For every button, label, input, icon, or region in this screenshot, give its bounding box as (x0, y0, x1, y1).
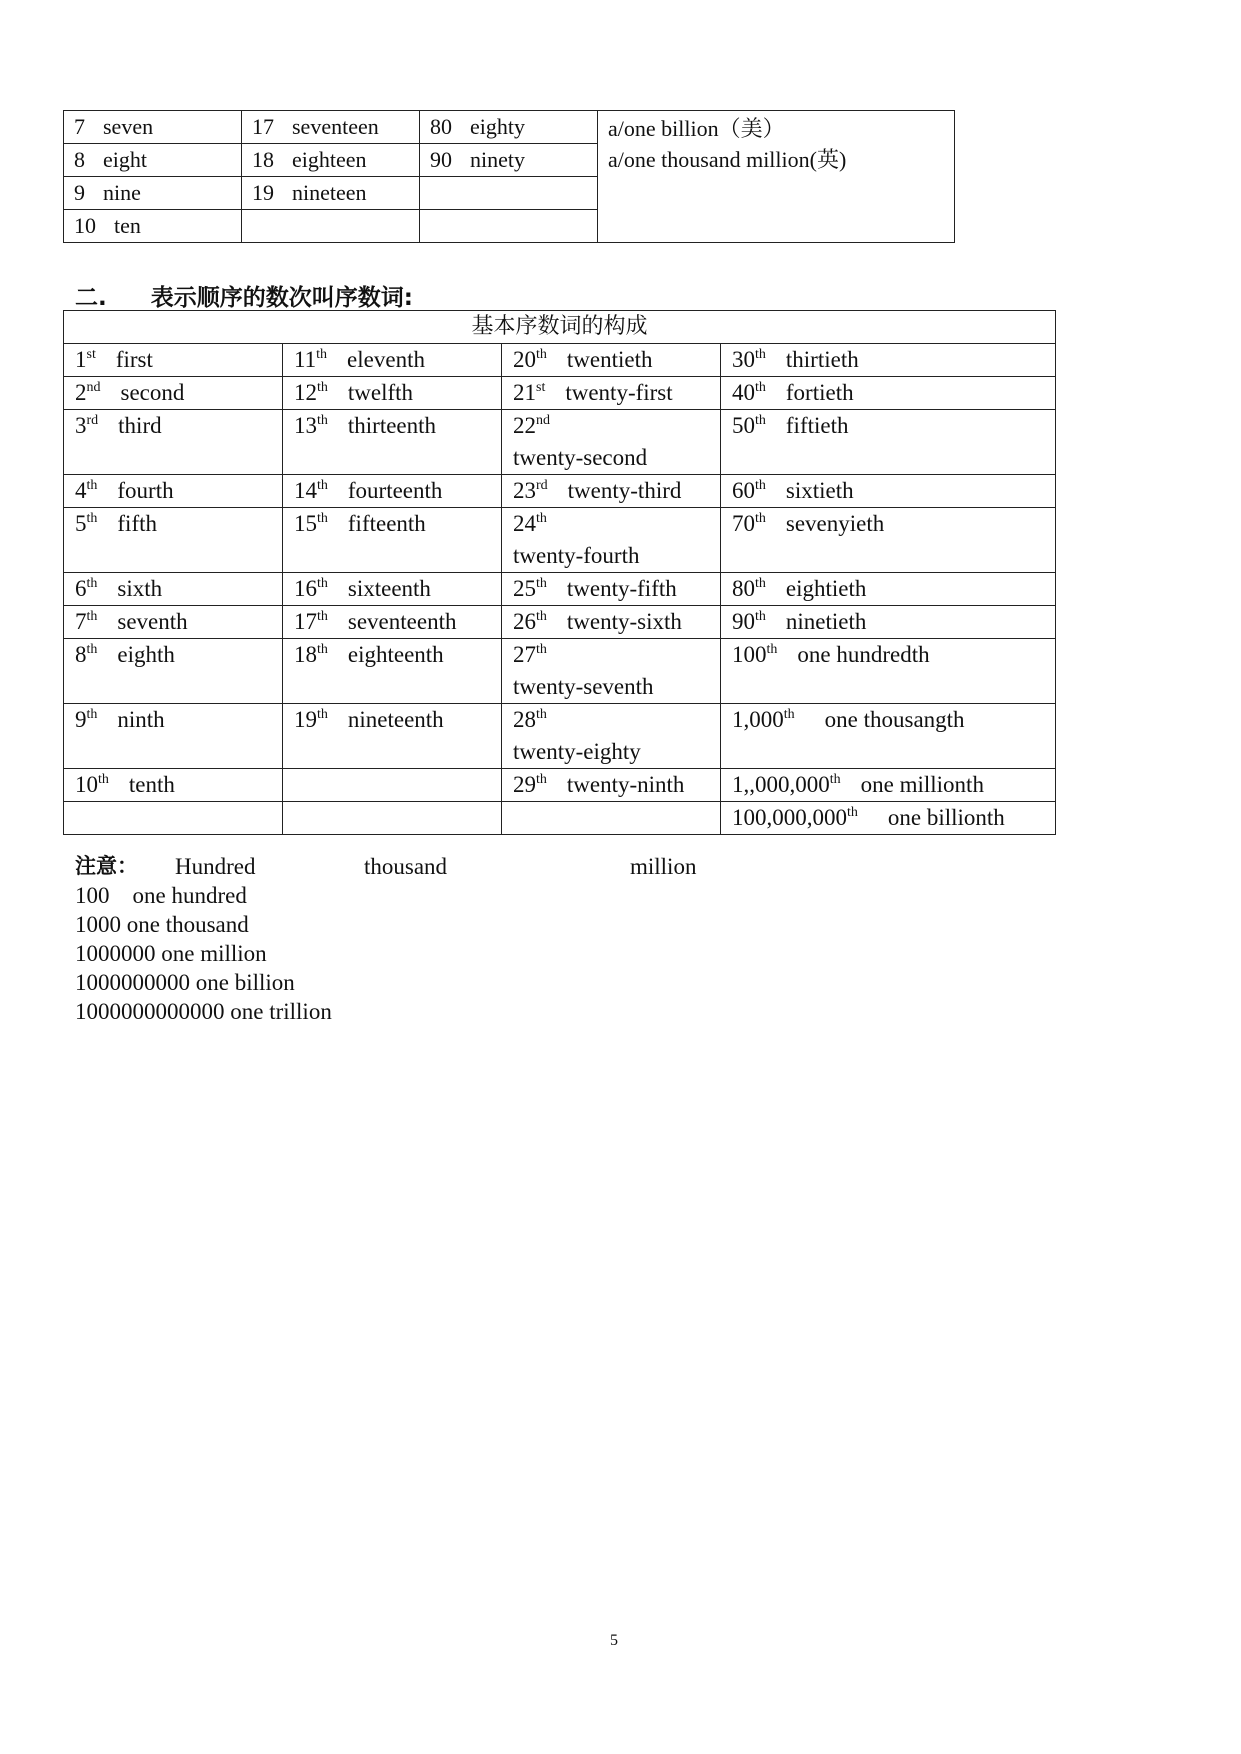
ordinal-number: 27 (513, 642, 536, 667)
ordinal-number: 7 (75, 609, 87, 634)
section-title: 表示顺序的数次叫序数词: (150, 285, 413, 311)
table-cell (64, 606, 283, 639)
ordinal-suffix: nd (86, 380, 101, 395)
table-cell (283, 475, 502, 508)
ordinal-suffix: th (536, 772, 547, 787)
ordinal-number: 4 (75, 478, 87, 503)
cardinal-word: eight (103, 147, 147, 172)
table-cell (502, 573, 721, 606)
ordinal-number-table (63, 310, 1056, 835)
ordinal-word: twenty-second (513, 445, 648, 470)
ordinal-number: 28 (513, 707, 536, 732)
ordinal-suffix: th (536, 642, 547, 657)
ordinal-number: 6 (75, 576, 87, 601)
ordinal-word: twenty-first (565, 380, 673, 405)
table-cell (64, 802, 283, 835)
table-cell (721, 377, 1056, 410)
ordinal-suffix: th (317, 707, 328, 722)
table-cell (502, 508, 721, 573)
ordinal-word: one millionth (860, 772, 984, 797)
ordinal-suffix: th (755, 347, 766, 362)
ordinal-suffix: th (829, 772, 841, 787)
table-cell (64, 704, 283, 769)
cardinal-number: 80 (430, 114, 452, 139)
table-cell (283, 344, 502, 377)
ordinal-word: thirtieth (785, 347, 859, 372)
table-cell (721, 639, 1056, 704)
ordinal-number: 1,,000,000 (732, 772, 830, 797)
table-cell (283, 606, 502, 639)
cardinal-word: ten (114, 213, 141, 238)
table-cell (242, 144, 420, 177)
ordinal-number: 70 (732, 511, 755, 536)
ordinal-suffix: th (755, 511, 766, 526)
table-cell (283, 704, 502, 769)
ordinal-word: sevenyieth (785, 511, 885, 536)
cardinal-word: ninety (470, 147, 525, 172)
ordinal-suffix: th (536, 707, 547, 722)
table-row (64, 410, 1056, 475)
ordinal-suffix: th (783, 707, 795, 722)
ordinal-suffix: th (86, 642, 98, 657)
cardinal-number: 19 (252, 180, 274, 205)
ordinal-suffix: th (317, 380, 328, 395)
table-cell (502, 377, 721, 410)
ordinal-suffix: th (86, 478, 98, 493)
ordinal-word: twenty-ninth (566, 772, 685, 797)
ordinal-number: 3 (75, 413, 87, 438)
table-row (64, 639, 1056, 704)
table-cell (64, 111, 242, 144)
table-cell (283, 802, 502, 835)
table-cell (64, 508, 283, 573)
ordinal-suffix: th (317, 413, 328, 428)
table-cell (502, 769, 721, 802)
ordinal-word: eighteenth (347, 642, 444, 667)
table-cell (502, 704, 721, 769)
ordinal-number: 50 (732, 413, 755, 438)
cardinal-number: 7 (74, 114, 85, 139)
ordinal-suffix: st (536, 380, 546, 395)
table-cell (420, 177, 598, 210)
ordinal-number: 19 (294, 707, 317, 732)
table-cell (64, 377, 283, 410)
table-cell (64, 210, 242, 243)
ordinal-number: 22 (513, 413, 536, 438)
table-cell (502, 410, 721, 475)
ordinal-word: twentieth (566, 347, 653, 372)
ordinal-number: 25 (513, 576, 536, 601)
ordinal-number: 13 (294, 413, 317, 438)
ordinal-word: fifth (117, 511, 157, 536)
table-cell (420, 111, 598, 144)
ordinal-number: 90 (732, 609, 755, 634)
ordinal-number: 16 (294, 576, 317, 601)
table-cell (283, 377, 502, 410)
ordinal-suffix: th (86, 707, 98, 722)
ordinal-number: 5 (75, 511, 87, 536)
ordinal-word: twenty-eighty (513, 739, 641, 764)
ordinal-word: second (120, 380, 185, 405)
table-cell (502, 802, 721, 835)
ordinal-word: ninetieth (785, 609, 867, 634)
table-cell (721, 508, 1056, 573)
table-row (64, 344, 1056, 377)
ordinal-suffix: th (316, 347, 328, 362)
ordinal-word: eleventh (347, 347, 425, 372)
ordinal-suffix: th (755, 478, 766, 493)
ordinal-word: fourteenth (347, 478, 443, 503)
ordinal-number: 24 (513, 511, 536, 536)
table-cell (721, 344, 1056, 377)
table-cell (242, 210, 420, 243)
ordinal-suffix: nd (536, 413, 550, 428)
ordinal-number: 30 (732, 347, 755, 372)
table-cell (283, 573, 502, 606)
cardinal-number: 9 (74, 180, 85, 205)
page-number: 5 (610, 1632, 618, 1649)
ordinal-word: eightieth (785, 576, 867, 601)
billion-note-cell (598, 111, 955, 243)
table-caption: 基本序数词的构成 (64, 311, 1056, 344)
table-cell (283, 410, 502, 475)
ordinal-number: 1,000 (732, 707, 784, 732)
ordinal-number: 29 (513, 772, 536, 797)
ordinal-suffix: th (317, 576, 328, 591)
table-cell (502, 639, 721, 704)
table-cell (64, 769, 283, 802)
table-cell (64, 344, 283, 377)
ordinal-word: fifteenth (347, 511, 426, 536)
ordinal-suffix: th (755, 380, 766, 395)
billion-uk: a/one thousand million(英) (608, 147, 847, 172)
cardinal-number: 18 (252, 147, 274, 172)
ordinal-word: ninth (117, 707, 165, 732)
ordinal-suffix: rd (536, 478, 548, 493)
cardinal-word: eighty (470, 114, 525, 139)
ordinal-number: 40 (732, 380, 755, 405)
ordinal-number: 20 (513, 347, 536, 372)
cardinal-word: nine (103, 180, 141, 205)
cardinal-word: seventeen (292, 114, 379, 139)
table-cell (721, 802, 1056, 835)
ordinal-word: sixteenth (347, 576, 431, 601)
ordinal-word: twenty-fifth (566, 576, 677, 601)
ordinal-word: eighth (117, 642, 175, 667)
ordinal-number: 100,000,000 (732, 805, 847, 830)
ordinal-word: twenty-fourth (513, 543, 640, 568)
notes-line: 1000 one thousand (75, 912, 249, 937)
ordinal-suffix: th (536, 511, 547, 526)
ordinal-word: seventeenth (347, 609, 457, 634)
table-cell (721, 475, 1056, 508)
ordinal-suffix: th (86, 576, 98, 591)
table-cell (64, 177, 242, 210)
section-heading (75, 279, 413, 312)
ordinal-number: 26 (513, 609, 536, 634)
notes-line: 1000000 one million (75, 941, 267, 966)
ordinal-suffix: th (86, 609, 98, 624)
ordinal-suffix: th (86, 511, 98, 526)
ordinal-word: tenth (128, 772, 175, 797)
ordinal-number: 23 (513, 478, 536, 503)
ordinal-word: twenty-sixth (566, 609, 682, 634)
ordinal-word: one thousangth (824, 707, 965, 732)
table-caption-row (64, 311, 1056, 344)
ordinal-word: fortieth (785, 380, 854, 405)
ordinal-number: 9 (75, 707, 87, 732)
ordinal-word: first (115, 347, 153, 372)
ordinal-number: 2 (75, 380, 87, 405)
table-cell (64, 475, 283, 508)
table-row (64, 508, 1056, 573)
ordinal-suffix: th (317, 609, 328, 624)
ordinal-suffix: th (847, 805, 858, 820)
ordinal-word: sixtieth (785, 478, 854, 503)
table-cell (242, 111, 420, 144)
table-cell (64, 144, 242, 177)
table-cell (64, 573, 283, 606)
ordinal-word: nineteenth (347, 707, 444, 732)
ordinal-number: 60 (732, 478, 755, 503)
ordinal-word: twenty-third (567, 478, 682, 503)
table-cell (721, 606, 1056, 639)
table-row (64, 111, 955, 144)
ordinal-word: fourth (117, 478, 174, 503)
section-number: 二. (75, 285, 107, 311)
table-row (64, 573, 1056, 606)
billion-us: a/one billion（美） (608, 116, 785, 141)
ordinal-number: 1 (75, 347, 87, 372)
ordinal-word: seventh (117, 609, 188, 634)
notes-header-thousand: thousand (364, 854, 448, 879)
table-row (64, 377, 1056, 410)
table-cell (502, 344, 721, 377)
notes-header-hundred: Hundred (175, 854, 256, 879)
table-cell (242, 177, 420, 210)
table-cell (283, 508, 502, 573)
cardinal-number: 17 (252, 114, 274, 139)
ordinal-word: thirteenth (347, 413, 437, 438)
ordinal-suffix: th (536, 609, 547, 624)
cardinal-number: 90 (430, 147, 452, 172)
ordinal-suffix: th (98, 772, 109, 787)
ordinal-suffix: th (317, 642, 328, 657)
table-row (64, 802, 1056, 835)
ordinal-number: 10 (75, 772, 98, 797)
table-row (64, 769, 1056, 802)
table-cell (502, 475, 721, 508)
ordinal-suffix: th (766, 642, 778, 657)
table-cell (283, 639, 502, 704)
ordinal-number: 17 (294, 609, 317, 634)
notes-header-row (75, 852, 697, 881)
table-cell (502, 606, 721, 639)
ordinal-suffix: th (536, 576, 547, 591)
ordinal-suffix: th (317, 478, 328, 493)
ordinal-word: one billionth (887, 805, 1005, 830)
ordinal-suffix: th (755, 576, 766, 591)
table-cell (64, 410, 283, 475)
ordinal-number: 18 (294, 642, 317, 667)
ordinal-number: 100 (732, 642, 767, 667)
table-cell (64, 639, 283, 704)
ordinal-suffix: th (317, 511, 328, 526)
table-cell (721, 410, 1056, 475)
cardinal-word: nineteen (292, 180, 367, 205)
ordinal-word: third (118, 413, 162, 438)
notes-header-million: million (630, 854, 697, 879)
table-cell (420, 210, 598, 243)
notes-line: 1000000000000 one trillion (75, 999, 332, 1024)
notes-line: 1000000000 one billion (75, 970, 295, 995)
ordinal-suffix: th (755, 609, 766, 624)
table-cell (721, 769, 1056, 802)
notes-block (75, 852, 697, 1026)
ordinal-number: 14 (294, 478, 317, 503)
table-row (64, 475, 1056, 508)
ordinal-word: twelfth (347, 380, 414, 405)
ordinal-word: fiftieth (785, 413, 849, 438)
notes-label: 注意： (75, 854, 138, 878)
ordinal-suffix: st (86, 347, 96, 362)
ordinal-suffix: th (536, 347, 547, 362)
ordinal-number: 15 (294, 511, 317, 536)
cardinal-number: 10 (74, 213, 96, 238)
table-row (64, 704, 1056, 769)
table-cell (721, 704, 1056, 769)
table-cell (283, 769, 502, 802)
ordinal-number: 80 (732, 576, 755, 601)
ordinal-word: sixth (117, 576, 163, 601)
ordinal-number: 12 (294, 380, 317, 405)
ordinal-suffix: rd (86, 413, 99, 428)
ordinal-number: 8 (75, 642, 87, 667)
ordinal-word: twenty-seventh (513, 674, 654, 699)
notes-line: 100 one hundred (75, 883, 247, 908)
cardinal-number: 8 (74, 147, 85, 172)
cardinal-word: eighteen (292, 147, 367, 172)
table-cell (420, 144, 598, 177)
table-row (64, 606, 1056, 639)
ordinal-number: 21 (513, 380, 536, 405)
ordinal-number: 11 (294, 347, 317, 372)
table-cell (721, 573, 1056, 606)
cardinal-word: seven (103, 114, 154, 139)
cardinal-number-table (63, 110, 955, 243)
ordinal-suffix: th (755, 413, 766, 428)
ordinal-word: one hundredth (797, 642, 930, 667)
